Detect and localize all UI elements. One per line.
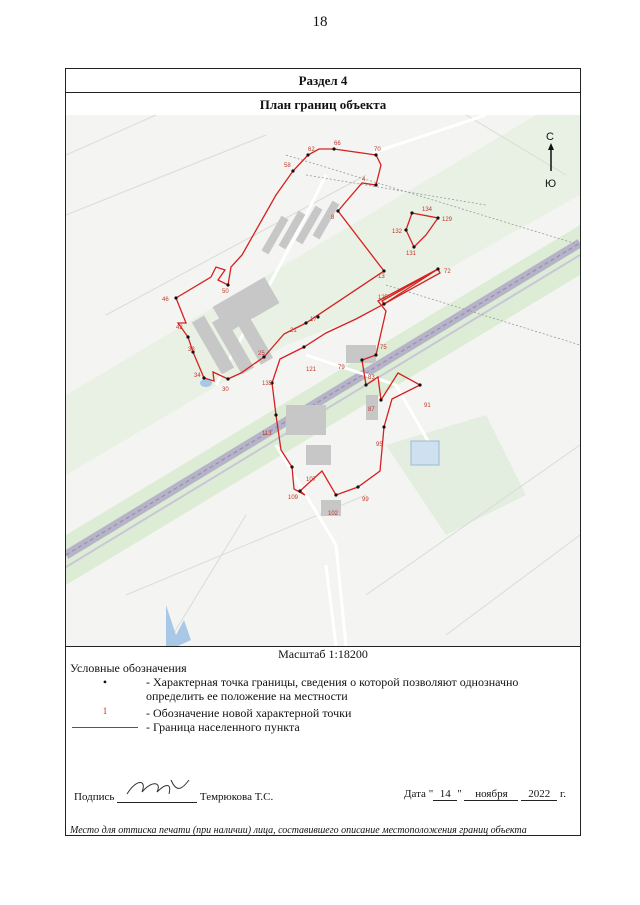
point-label: 135 <box>262 381 273 387</box>
point-label: 72 <box>444 269 451 275</box>
point-label: 66 <box>334 141 341 147</box>
point-label: 129 <box>442 217 453 223</box>
point-label: 134 <box>422 207 433 213</box>
stamp-place-note: Место для оттиска печати (при наличии) лица, составившего описание местоположения границ объекта <box>70 825 527 836</box>
legend-text: - Характерная точка границы, сведения о которой позволяют однозначно определить ее положение на местности <box>146 675 519 703</box>
signature-label: Подпись <box>74 791 115 803</box>
point-label: 75 <box>380 345 387 351</box>
boundary-line-icon <box>72 727 138 728</box>
point-label: 95 <box>376 442 383 448</box>
new-point-symbol-icon: 1 <box>102 706 108 716</box>
point-label: 46 <box>162 297 169 303</box>
point-label: 87 <box>368 407 375 413</box>
map-canvas <box>66 115 580 646</box>
date-label: Дата <box>404 788 426 800</box>
point-label: 113 <box>262 431 272 437</box>
date-year-suffix: г. <box>559 788 566 800</box>
point-label: 58 <box>284 163 291 169</box>
plan-title: План границ объекта <box>66 93 580 117</box>
point-label: 17 <box>310 317 317 323</box>
legend-text: - Обозначение новой характерной точки <box>146 706 352 720</box>
point-label: 25 <box>258 351 265 357</box>
point-label: 125 <box>378 295 389 301</box>
date-month: ноября <box>464 788 518 801</box>
point-symbol-icon: • <box>102 675 108 689</box>
section-title: Раздел 4 <box>66 69 580 93</box>
compass-north-label: С <box>546 131 554 143</box>
point-label: 21 <box>290 328 297 334</box>
point-label: 109 <box>288 495 299 501</box>
date-day: 14 <box>433 788 457 801</box>
point-label: 107 <box>306 477 317 483</box>
point-label: 102 <box>328 511 339 517</box>
point-label: 121 <box>306 367 317 373</box>
point-label: 79 <box>338 365 345 371</box>
point-label: 38 <box>188 347 195 353</box>
page-number: 18 <box>312 14 328 30</box>
water <box>411 441 439 465</box>
compass-south-label: Ю <box>545 178 557 190</box>
legend-text: - Граница населенного пункта <box>146 720 300 734</box>
point-label: 34 <box>194 373 201 379</box>
handwritten-signature-icon <box>117 774 197 798</box>
point-label: 30 <box>222 387 229 393</box>
point-label: 42 <box>176 325 183 331</box>
legend-title: Условные обозначения <box>70 661 187 675</box>
point-label: 70 <box>374 147 381 153</box>
signature-line <box>117 788 197 803</box>
point-label: 91 <box>424 403 431 409</box>
point-label: 50 <box>222 289 229 295</box>
point-label: 8 <box>331 215 335 221</box>
point-label: 131 <box>406 251 417 257</box>
legend-item-point <box>70 675 570 705</box>
boundary-map[interactable] <box>66 115 580 647</box>
point-label: 4 <box>362 177 366 183</box>
document-frame <box>65 68 581 836</box>
signature-row <box>74 788 574 803</box>
point-label: 132 <box>392 229 403 235</box>
map-scale: Масштаб 1:18200 <box>278 647 368 661</box>
date-group: Дата " 14 " ноября 2022 г. <box>404 788 566 800</box>
signer-name: Темрюкова Т.С. <box>199 791 274 803</box>
point-label: 13 <box>378 274 385 280</box>
point-label: 99 <box>362 497 369 503</box>
point-label: 62 <box>308 147 315 153</box>
point-label: 83 <box>368 375 375 381</box>
date-year: 2022 <box>521 788 557 801</box>
green-area <box>386 415 526 535</box>
